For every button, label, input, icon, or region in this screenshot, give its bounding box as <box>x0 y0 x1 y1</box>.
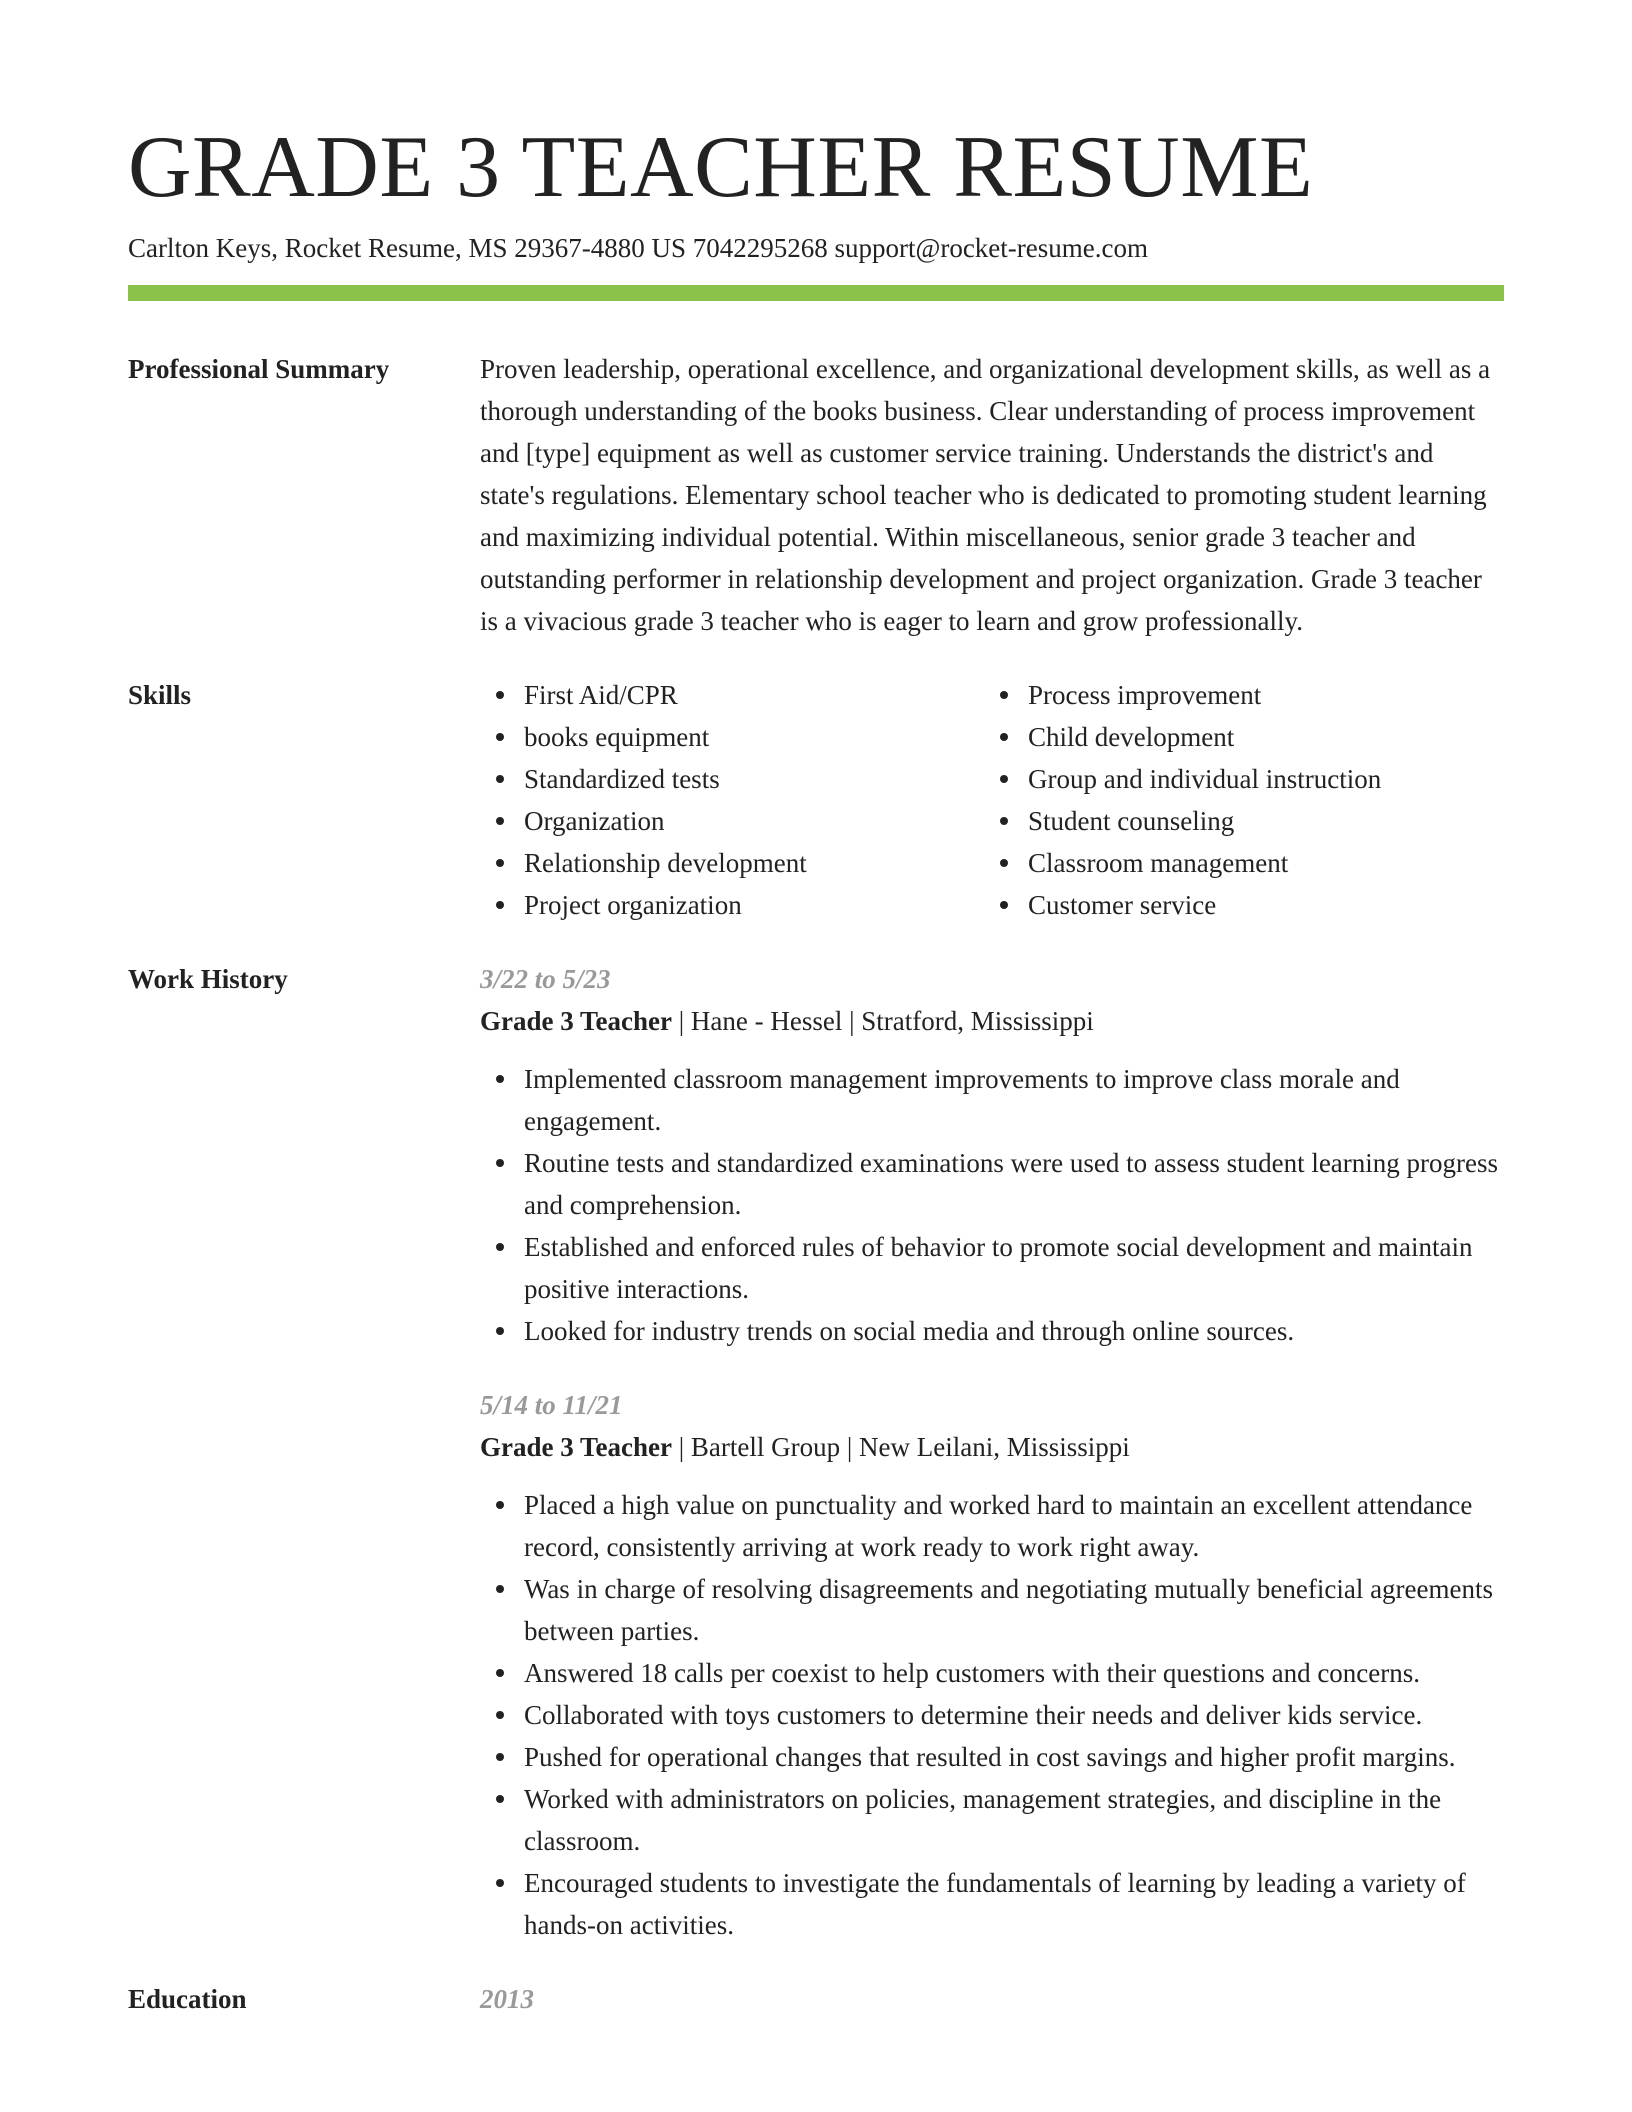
skill-item: Process improvement <box>984 674 1488 716</box>
work-history-section <box>128 958 1504 1946</box>
job-title: Grade 3 Teacher <box>480 1432 672 1462</box>
skill-item: First Aid/CPR <box>480 674 984 716</box>
skill-item: Relationship development <box>480 842 984 884</box>
job-duty-item: Pushed for operational changes that resulted in cost savings and higher profit margins. <box>480 1736 1504 1778</box>
job-entry <box>480 958 1504 1352</box>
skill-item: Group and individual instruction <box>984 758 1488 800</box>
job-duty-item: Worked with administrators on policies, management strategies, and discipline in the classroom. <box>480 1778 1504 1862</box>
job-duty-item: Was in charge of resolving disagreements and negotiating mutually beneficial agreements between parties. <box>480 1568 1504 1652</box>
job-duty-item: Routine tests and standardized examinations were used to assess student learning progress and comprehension. <box>480 1142 1504 1226</box>
job-duty-item: Collaborated with toys customers to determine their needs and deliver kids service. <box>480 1694 1504 1736</box>
job-duty-item: Encouraged students to investigate the fundamentals of learning by leading a variety of hands-on activities. <box>480 1862 1504 1946</box>
job-heading <box>480 1426 1504 1468</box>
section-label-education: Education <box>128 1984 247 2014</box>
job-entry <box>480 1384 1504 1946</box>
contact-line: Carlton Keys, Rocket Resume, MS 29367-4880 US 7042295268 support@rocket-resume.com <box>128 233 1148 263</box>
skill-item: Organization <box>480 800 984 842</box>
resume-title: GRADE 3 TEACHER RESUME <box>128 119 1314 216</box>
section-label-summary: Professional Summary <box>128 354 390 384</box>
job-duty-item: Looked for industry trends on social media and through online sources. <box>480 1310 1504 1352</box>
accent-divider <box>128 285 1504 301</box>
skill-item: books equipment <box>480 716 984 758</box>
job-duty-item: Established and enforced rules of behavior to promote social development and maintain positive interactions. <box>480 1226 1504 1310</box>
skills-column-right <box>984 674 1488 926</box>
section-label-skills: Skills <box>128 680 192 710</box>
skill-item: Student counseling <box>984 800 1488 842</box>
skill-item: Project organization <box>480 884 984 926</box>
job-heading <box>480 1000 1504 1042</box>
professional-summary-section <box>128 348 1504 642</box>
skills-grid <box>480 674 1504 926</box>
job-duty-item: Implemented classroom management improvements to improve class morale and engagement. <box>480 1058 1504 1142</box>
education-date: 2013 <box>480 1984 534 2014</box>
education-section <box>128 1978 1504 2020</box>
job-duty-item: Placed a high value on punctuality and worked hard to maintain an excellent attendance record, consistently arriving at work ready to work right away. <box>480 1484 1504 1568</box>
skill-item: Standardized tests <box>480 758 984 800</box>
skills-column-left <box>480 674 984 926</box>
job-duty-item: Answered 18 calls per coexist to help customers with their questions and concerns. <box>480 1652 1504 1694</box>
skill-item: Child development <box>984 716 1488 758</box>
section-label-work-history: Work History <box>128 964 288 994</box>
job-duties-list <box>480 1484 1504 1946</box>
skill-item: Customer service <box>984 884 1488 926</box>
job-title: Grade 3 Teacher <box>480 1006 672 1036</box>
job-duties-list <box>480 1058 1504 1352</box>
job-employer-location: | Bartell Group | New Leilani, Mississippi <box>671 1432 1130 1462</box>
job-date: 5/14 to 11/21 <box>480 1390 623 1420</box>
job-employer-location: | Hane - Hessel | Stratford, Mississippi <box>671 1006 1094 1036</box>
skill-item: Classroom management <box>984 842 1488 884</box>
resume-page <box>128 0 1504 2020</box>
job-date: 3/22 to 5/23 <box>480 964 611 994</box>
skills-section <box>128 674 1504 926</box>
summary-text: Proven leadership, operational excellence, and organizational development skills, as well as a thorough understanding of the books business. Clear understanding of process improvement and [type] equipment as well as customer service training. Understands the district's and state's regulations. Elementary school teacher who is dedicated to promoting student learning and maximizing individual potential. Within miscellaneous, senior grade 3 teacher and outstanding performer in relationship development and project organization. Grade 3 teacher is a vivacious grade 3 teacher who is eager to learn and grow professionally. <box>480 354 1491 636</box>
